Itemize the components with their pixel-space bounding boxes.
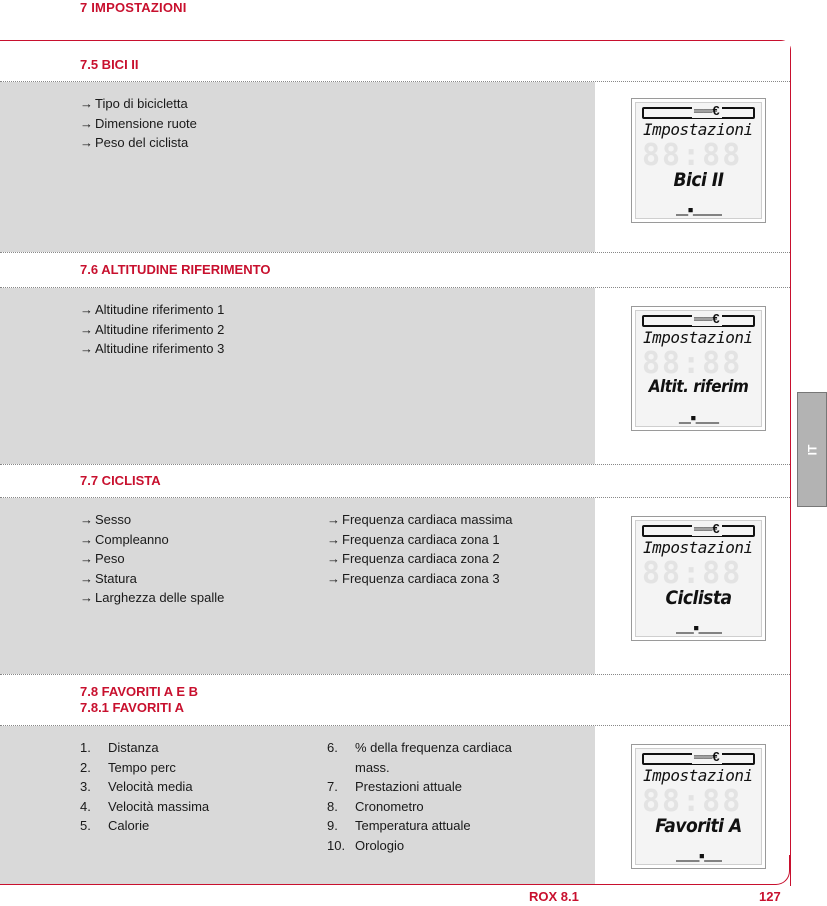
display-label: Altit. riferim — [648, 377, 749, 397]
display-position-indicator: ___▪____ — [676, 621, 721, 634]
list-item: → Sesso — [80, 510, 224, 530]
list-item: 5. Calorie — [80, 818, 150, 833]
heading-text: 7.7 CICLISTA — [80, 473, 161, 488]
list-item: 3. Velocità media — [80, 779, 193, 794]
wrench-icon: ══€ — [693, 103, 720, 118]
section-content-favoriti — [0, 726, 790, 884]
favorites-list-right — [327, 738, 557, 855]
device-display — [631, 744, 766, 869]
device-display — [631, 516, 766, 641]
arrow-right-icon: → — [327, 531, 340, 547]
section-content-altitudine — [0, 288, 790, 465]
list-item: 4. Velocità massima — [80, 798, 210, 814]
arrow-right-icon: → — [80, 512, 93, 527]
display-position-indicator: __▪_____ — [676, 203, 721, 216]
settings-list-right — [327, 510, 513, 588]
settings-list — [80, 300, 224, 359]
arrow-right-icon: → — [80, 531, 93, 547]
arrow-right-icon: → — [327, 570, 340, 586]
heading-text: 7.8 FAVORITI A E B — [80, 684, 198, 699]
list-item: → Dimensione ruote — [80, 114, 197, 134]
list-item: → Frequenza cardiaca zona 2 — [327, 549, 513, 569]
arrow-right-icon: → — [80, 590, 93, 605]
section-content-bici-2 — [0, 82, 790, 253]
list-item: 6. % della frequenza cardiaca mass. — [327, 740, 512, 775]
device-screen — [635, 102, 762, 219]
display-ghost-digits: 88:88 — [642, 556, 743, 591]
display-title: Impostazioni — [643, 328, 753, 347]
footer-product-name: ROX 8.1 — [529, 889, 579, 904]
arrow-right-icon: → — [327, 512, 340, 527]
menu-bar — [642, 103, 755, 119]
page-number: 127 — [759, 889, 781, 904]
menu-bar — [642, 521, 755, 537]
arrow-right-icon: → — [80, 321, 93, 337]
display-title: Impostazioni — [643, 766, 753, 785]
display-title: Impostazioni — [643, 538, 753, 557]
list-item: → Frequenza cardiaca massima — [327, 510, 513, 530]
list-item: → Statura — [80, 569, 224, 589]
display-ghost-digits: 88:88 — [642, 346, 743, 381]
favorites-list-left — [80, 738, 209, 836]
footer-curve — [740, 855, 790, 885]
arrow-right-icon: → — [80, 302, 93, 317]
list-item: → Peso del ciclista — [80, 133, 197, 153]
list-item: → Compleanno — [80, 530, 224, 550]
footer-rule — [0, 884, 752, 885]
list-item: 9. Temperatura attuale — [327, 818, 471, 833]
display-title: Impostazioni — [643, 120, 753, 139]
list-item: → Frequenza cardiaca zona 3 — [327, 569, 513, 589]
section-heading-altitudine — [0, 253, 790, 288]
display-ghost-digits: 88:88 — [642, 784, 743, 819]
menu-bar — [642, 749, 755, 765]
menu-bar — [642, 311, 755, 327]
display-label: Favoriti A — [655, 815, 742, 837]
device-display — [631, 98, 766, 223]
arrow-right-icon: → — [80, 115, 93, 131]
section-heading-bici-2 — [0, 41, 790, 82]
heading-text: 7.6 ALTITUDINE RIFERIMENTO — [80, 262, 271, 277]
heading-text: 7.5 BICI II — [80, 57, 139, 72]
display-ghost-digits: 88:88 — [642, 138, 743, 173]
list-item: → Tipo di bicicletta — [80, 94, 197, 114]
device-screen — [635, 748, 762, 865]
list-item: 1. Distanza — [80, 740, 159, 755]
arrow-right-icon: → — [327, 551, 340, 566]
settings-list-left — [80, 510, 224, 608]
section-content-ciclista — [0, 498, 790, 675]
list-item: 7. Prestazioni attuale — [327, 779, 462, 794]
device-screen — [635, 310, 762, 427]
subheading-text: 7.8.1 FAVORITI A — [80, 700, 185, 715]
section-heading-favoriti — [0, 675, 790, 726]
arrow-right-icon: → — [80, 135, 93, 150]
list-item: → Larghezza delle spalle — [80, 588, 224, 608]
device-screen — [635, 520, 762, 637]
display-label: Bici II — [673, 169, 724, 191]
list-item: → Peso — [80, 549, 224, 569]
arrow-right-icon: → — [80, 570, 93, 586]
language-tab: IT — [797, 392, 827, 507]
chapter-title: 7 IMPOSTAZIONI — [80, 0, 187, 15]
list-item: 8. Cronometro — [327, 798, 424, 814]
wrench-icon: ══€ — [693, 521, 720, 536]
display-label: Ciclista — [665, 587, 732, 609]
list-item: → Altitudine riferimento 2 — [80, 320, 224, 340]
list-item: 2. Tempo perc — [80, 759, 176, 775]
list-item: → Altitudine riferimento 1 — [80, 300, 224, 320]
list-item: → Altitudine riferimento 3 — [80, 339, 224, 359]
arrow-right-icon: → — [80, 551, 93, 566]
device-display — [631, 306, 766, 431]
list-item: 10. Orologio — [327, 837, 405, 853]
wrench-icon: ══€ — [693, 311, 720, 326]
section-heading-ciclista — [0, 465, 790, 498]
arrow-right-icon: → — [80, 341, 93, 356]
arrow-right-icon: → — [80, 96, 93, 111]
wrench-icon: ══€ — [693, 749, 720, 764]
list-item: → Frequenza cardiaca zona 1 — [327, 530, 513, 550]
display-position-indicator: ____▪___ — [676, 849, 721, 862]
display-position-indicator: __▪____ — [678, 411, 719, 424]
settings-list — [80, 94, 197, 153]
